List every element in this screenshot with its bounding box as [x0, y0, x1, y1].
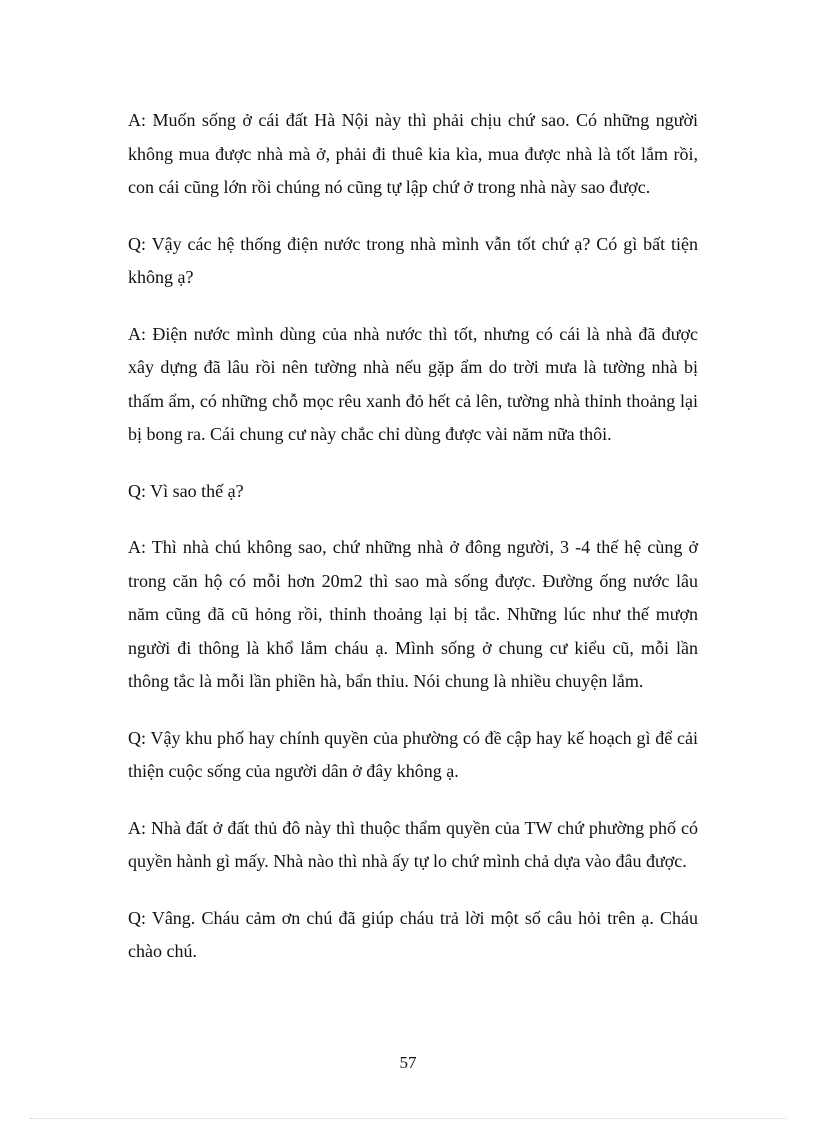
answer-paragraph: A: Thì nhà chú không sao, chứ những nhà ở đông người, 3 -4 thế hệ cùng ở trong căn hộ có mỗi hơn 20m2 thì sao mà sống được. Đường ống nước lâu năm cũng đã cũ hỏng rồi, thỉnh thoảng lại bị tắc. Những lúc như thế mượn người đi thông là khổ lắm cháu ạ. Mình sống ở chung cư kiểu cũ, mỗi lần thông tắc là mỗi lần phiền hà, bẩn thỉu. Nói chung là nhiều chuyện lắm. — [128, 537, 698, 691]
question-paragraph: Q: Vậy các hệ thống điện nước trong nhà mình vẫn tốt chứ ạ? Có gì bất tiện không ạ? — [128, 233, 698, 287]
question-paragraph: Q: Vì sao thế ạ? — [128, 480, 244, 501]
question-paragraph: Q: Vâng. Cháu cảm ơn chú đã giúp cháu trả lời một số câu hỏi trên ạ. Cháu chào chú. — [128, 907, 698, 961]
answer-paragraph: A: Điện nước mình dùng của nhà nước thì tốt, nhưng có cái là nhà đã được xây dựng đã lâu rồi nên tường nhà nếu gặp ẩm do trời mưa là tường nhà bị thấm ẩm, có những chỗ mọc rêu xanh đỏ hết cả lên, tường nhà thỉnh thoảng lại bị bong ra. Cái chung cư này chắc chỉ dùng được vài năm nữa thôi. — [128, 323, 698, 444]
answer-paragraph: A: Muốn sống ở cái đất Hà Nội này thì phải chịu chứ sao. Có những người không mua được nhà mà ở, phải đi thuê kia kìa, mua được nhà là tốt lắm rồi, con cái cũng lớn rồi chúng nó cũng tự lập chứ ở trong nhà này sao được. — [128, 110, 698, 197]
page-number: 57 — [399, 1053, 417, 1072]
answer-paragraph: A: Nhà đất ở đất thủ đô này thì thuộc thẩm quyền của TW chứ phường phố có quyền hành gì mấy. Nhà nào thì nhà ấy tự lo chứ mình chả dựa vào đâu được. — [128, 817, 698, 871]
question-paragraph: Q: Vậy khu phố hay chính quyền của phường có đề cập hay kế hoạch gì để cải thiện cuộc sống của người dân ở đây không ạ. — [128, 727, 698, 781]
interview-transcript — [128, 104, 698, 992]
page-bottom-divider — [30, 1118, 786, 1119]
